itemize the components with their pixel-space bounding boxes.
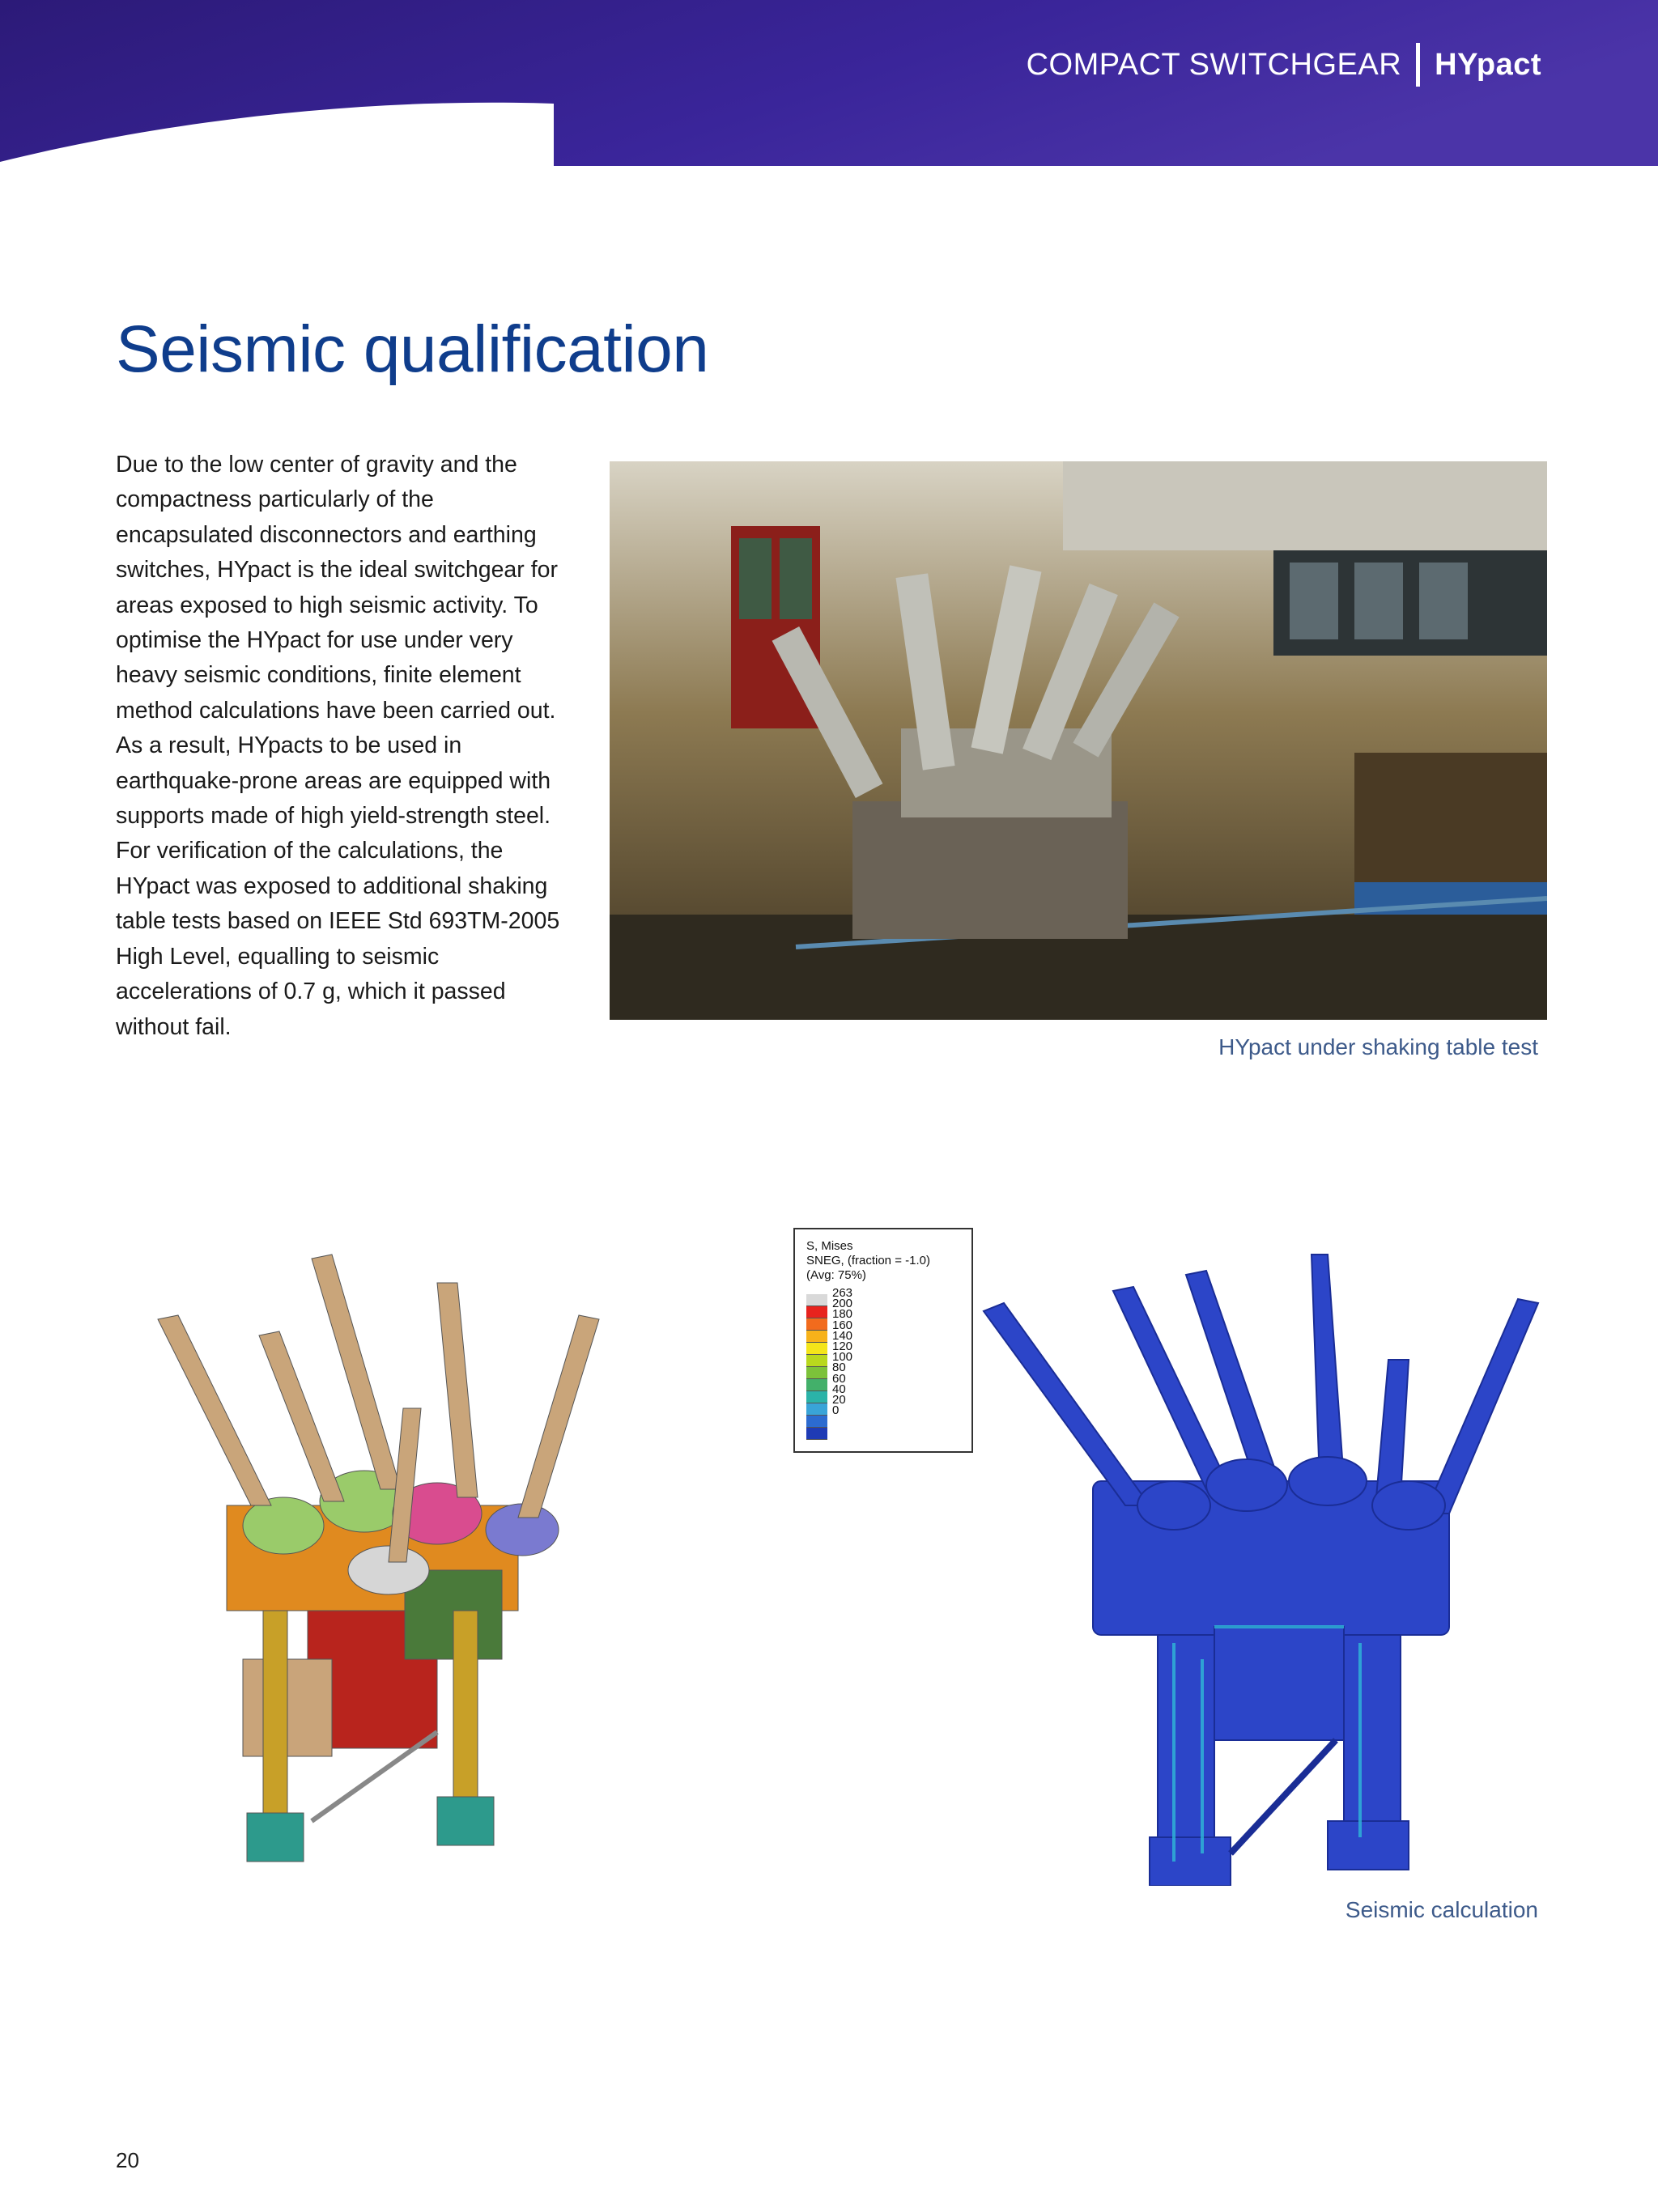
legend-value: 20 [832, 1393, 846, 1407]
legend-swatch [806, 1343, 827, 1355]
section-title: COMPACT SWITCHGEAR [1026, 47, 1402, 82]
legend-swatch [806, 1306, 827, 1318]
legend-values [832, 1288, 852, 1416]
fem-mesh-model [113, 1230, 631, 1878]
legend-swatch [806, 1391, 827, 1403]
legend-swatch [806, 1379, 827, 1391]
stress-legend [793, 1228, 973, 1453]
page-title: Seismic qualification [116, 312, 709, 386]
photo-caption: HYpact under shaking table test [1218, 1034, 1538, 1059]
legend-swatch [806, 1403, 827, 1416]
legend-swatch [806, 1355, 827, 1367]
legend-swatch [806, 1318, 827, 1331]
legend-swatch [806, 1428, 827, 1440]
legend-value: 200 [832, 1297, 853, 1311]
legend-value: 180 [832, 1307, 853, 1322]
legend-value: 120 [832, 1340, 853, 1354]
legend-swatch [806, 1294, 827, 1306]
legend-value: 0 [832, 1403, 840, 1418]
legend-color-bar [806, 1294, 827, 1440]
legend-value: 140 [832, 1328, 853, 1343]
legend-swatch [806, 1416, 827, 1428]
calculation-caption: Seismic calculation [1345, 1897, 1538, 1922]
header-divider [1416, 43, 1420, 87]
legend-value: 263 [832, 1286, 853, 1300]
header-title [1027, 42, 1541, 87]
legend-value: 40 [832, 1382, 846, 1396]
legend-swatch [806, 1331, 827, 1343]
fem-stress-model [971, 1238, 1554, 1886]
legend-value: 160 [832, 1318, 853, 1332]
legend-heading: S, Mises SNEG, (fraction = -1.0) (Avg: 75%) [806, 1239, 930, 1282]
legend-swatch [806, 1367, 827, 1379]
legend-value: 80 [832, 1361, 846, 1375]
shaking-table-photo [610, 461, 1547, 1020]
page-number: 20 [116, 2148, 139, 2172]
legend-value: 60 [832, 1371, 846, 1386]
body-text: Due to the low center of gravity and the compactness particularly of the encapsulated disconnectors and earthing switches, HYpact is the ideal switchgear for areas exposed to high seismic activity. To optimise the HYpact for use under very heavy seismic conditions, finite element method calculations have been carried out. As a result, HYpacts to be used in earthquake-prone areas are equipped with supports made of high yield-strength steel. For verification of the calculations, the HYpact was exposed to additional shaking table tests based on IEEE Std 693TM-2005 High Level, equalling to seismic accelerations of 0.7 g, which it passed without fail. [116, 452, 560, 1040]
brand-name: HYpact [1435, 47, 1541, 82]
legend-value: 100 [832, 1350, 853, 1365]
